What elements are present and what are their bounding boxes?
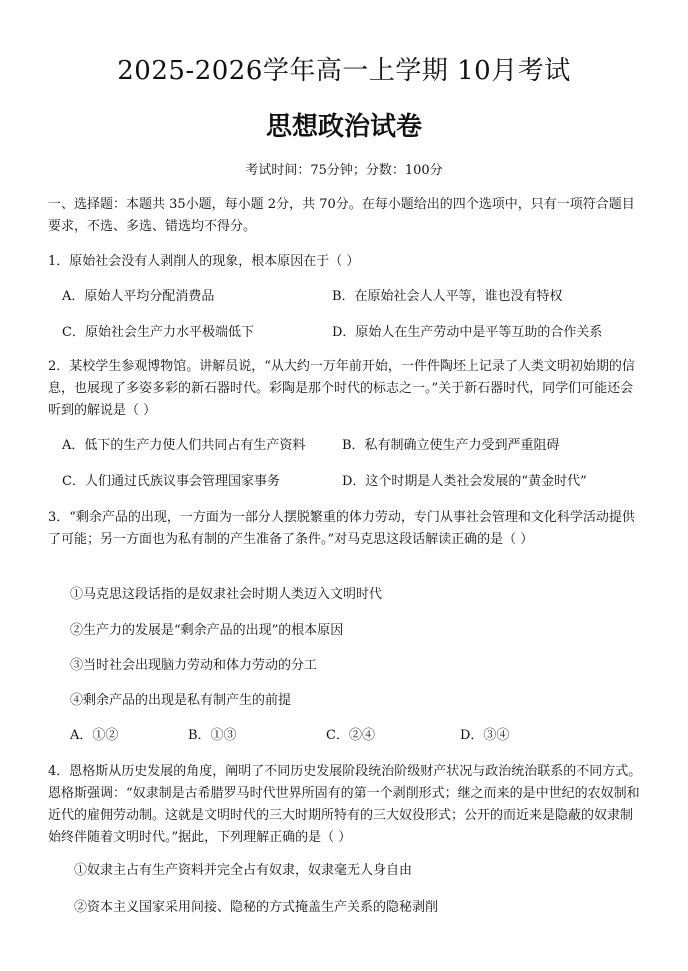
q3-statement-3: ③当时社会出现脑力劳动和体力劳动的分工 bbox=[70, 658, 318, 673]
q3-option-b[interactable]: B．①③ bbox=[188, 728, 237, 743]
q3-option-c[interactable]: C．②④ bbox=[326, 728, 375, 743]
question-1-stem: 1．原始社会没有人剥削人的现象，根本原因在于（ ） bbox=[48, 254, 360, 269]
q3-statement-4: ④剩余产品的出现是私有制产生的前提 bbox=[70, 693, 292, 708]
q4-statement-2: ②资本主义国家采用间接、隐秘的方式掩盖生产关系的隐秘剥削 bbox=[74, 900, 439, 915]
q1-option-a[interactable]: A．原始人平均分配消费品 bbox=[62, 289, 215, 304]
q3-option-d[interactable]: D．③④ bbox=[460, 728, 510, 743]
q2-option-d[interactable]: D．这个时期是人类社会发展的“黄金时代” bbox=[342, 474, 587, 489]
q3-statement-2: ②生产力的发展是“剩余产品的出现”的根本原因 bbox=[70, 623, 344, 638]
question-4-stem: 4．恩格斯从历史发展的角度，阐明了不同历史发展阶段统治阶级财产状况与政治统治联系的不同方式。恩格斯强调：“奴隶制是古希腊罗马时代世界所固有的第一个剥削形式；继之而来的是中世纪的农奴制和近代的雇佣劳动制。这就是文明时代的三大时期所特有的三大奴役形式；公开的而近来是隐蔽的奴隶制始终伴随着文明时代。”据此，下列理解正确的是（ ） bbox=[48, 764, 642, 845]
q1-option-c[interactable]: C．原始社会生产力水平极端低下 bbox=[62, 325, 254, 340]
q2-option-a[interactable]: A．低下的生产力使人们共同占有生产资料 bbox=[62, 438, 306, 453]
question-3-stem: 3．“剩余产品的出现，一方面为一部分人摆脱繁重的体力劳动，专门从事社会管理和文化科学活动提供了可能；另一方面也为私有制的产生准备了条件。”对马克思这段话解读正确的是（ ） bbox=[48, 510, 635, 547]
q3-option-a[interactable]: A．①② bbox=[70, 728, 119, 743]
exam-title: 2025-2026学年高一上学期 10月考试 bbox=[117, 56, 571, 86]
q1-option-b[interactable]: B．在原始社会人人平等，谁也没有特权 bbox=[332, 289, 563, 304]
q2-option-b[interactable]: B．私有制确立使生产力受到严重阻碍 bbox=[342, 438, 560, 453]
question-2-stem: 2．某校学生参观博物馆。讲解员说，“从大约一万年前开始，一件件陶坯上记录了人类文明初始期的信息，也展现了多姿多彩的新石器时代。彩陶是那个时代的标志之一。”关于新石器时代，同学们可能还会听到的解说是（ ） bbox=[48, 359, 635, 418]
exam-meta: 考试时间：75分钟；分数：100分 bbox=[245, 163, 443, 178]
q1-option-d[interactable]: D．原始人在生产劳动中是平等互助的合作关系 bbox=[332, 325, 603, 340]
section-intro: 一、选择题：本题共 35小题，每小题 2分，共 70分。在每小题给出的四个选项中，只有一项符合题目要求，不选、多选、错选均不得分。 bbox=[48, 197, 635, 234]
q2-option-c[interactable]: C．人们通过氏族议事会管理国家事务 bbox=[62, 474, 280, 489]
subject-title: 思想政治试卷 bbox=[265, 112, 422, 142]
q3-statement-1: ①马克思这段话指的是奴隶社会时期人类迈入文明时代 bbox=[70, 587, 383, 602]
q4-statement-1: ①奴隶主占有生产资料并完全占有奴隶，奴隶毫无人身自由 bbox=[74, 863, 413, 878]
